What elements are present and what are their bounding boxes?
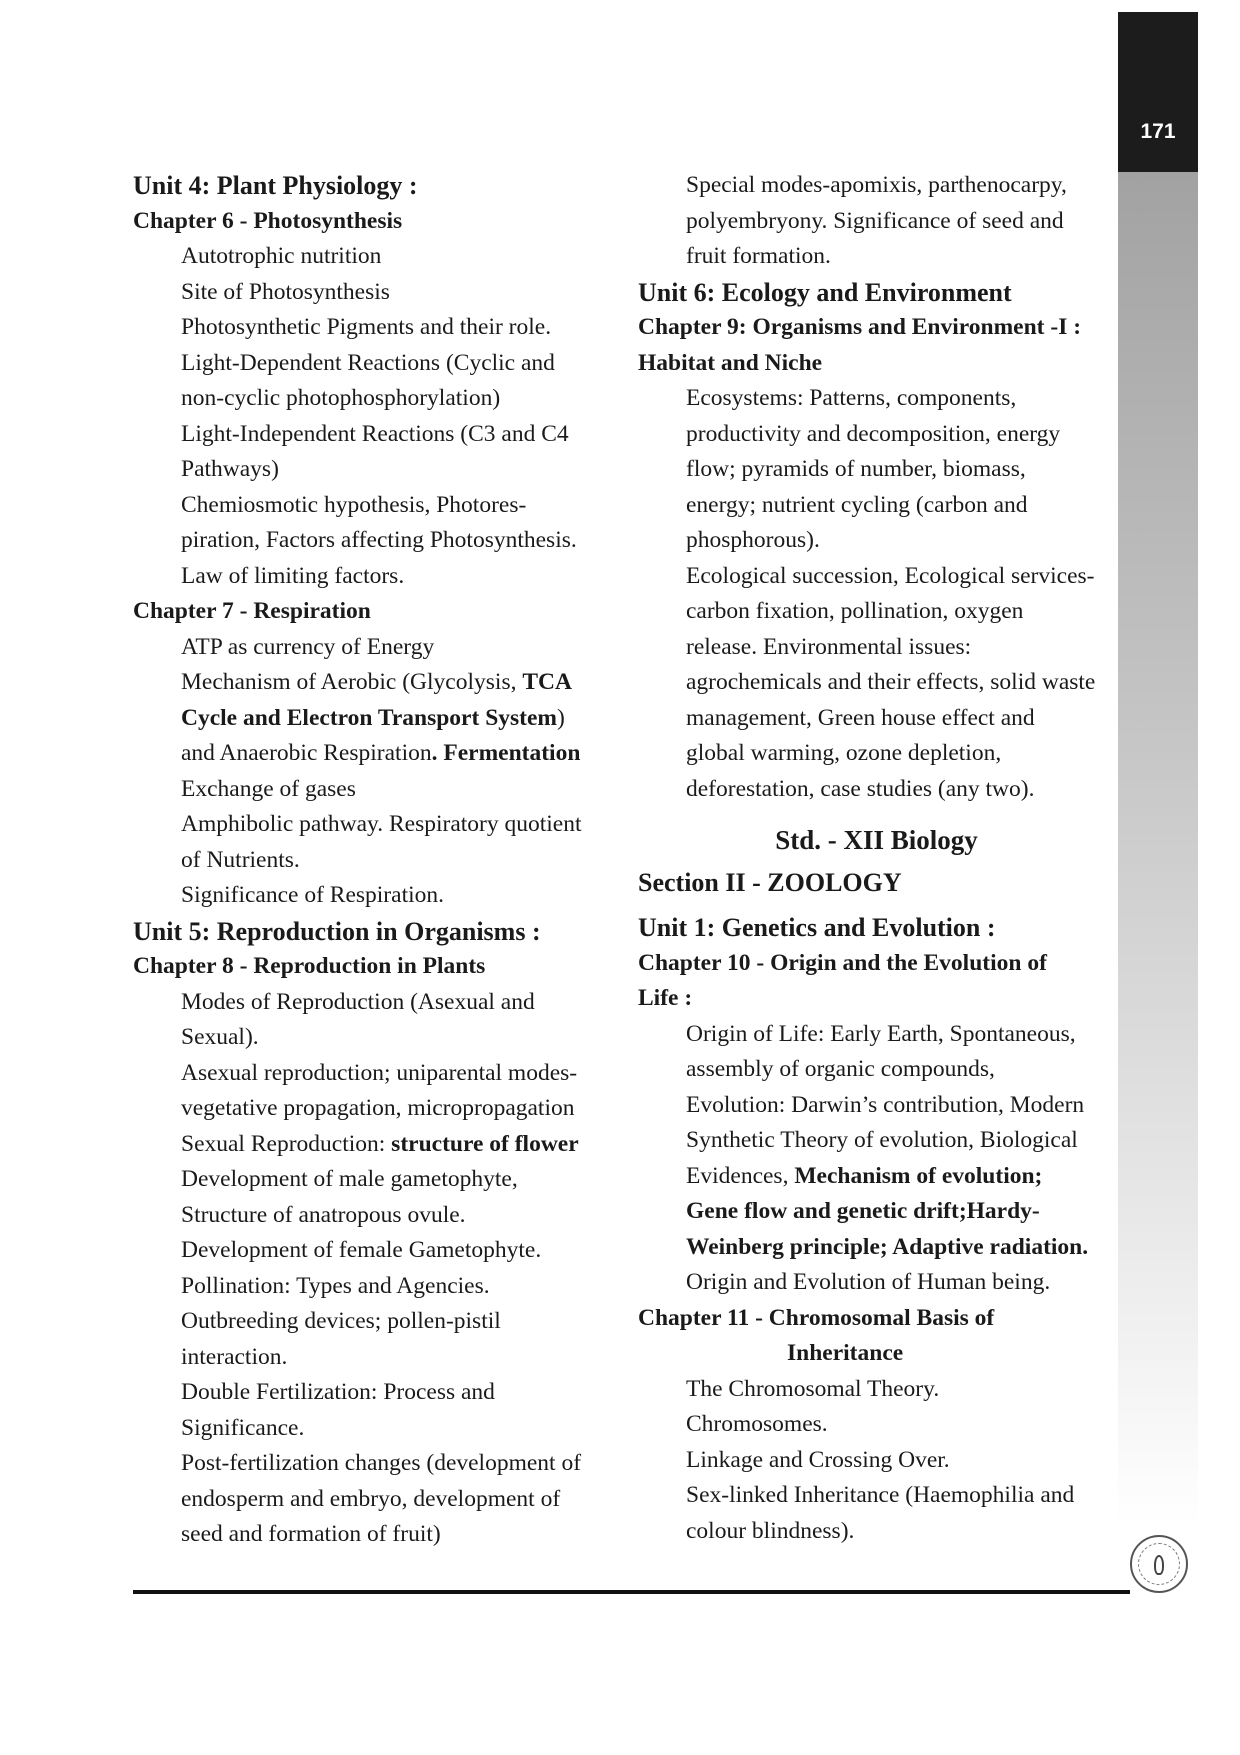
chapter-heading: Chapter 11 - Chromosomal Basis of [638, 1304, 995, 1331]
syllabus-item: Modes of Reproduction (Asexual and [181, 988, 535, 1015]
chapter-heading: Chapter 7 - Respiration [133, 598, 371, 624]
syllabus-item [133, 1127, 610, 1163]
left-column [133, 168, 610, 1553]
syllabus-item: Development of male gametophyte, [181, 1166, 518, 1192]
chapter-heading: Chapter 6 - Photosynthesis [133, 207, 403, 234]
syllabus-item: Gene flow and genetic drift;Hardy- [686, 1198, 1040, 1224]
syllabus-item: Synthetic Theory of evolution, Biological [686, 1127, 1078, 1153]
unit-heading: Unit 1: Genetics and Evolution : [638, 913, 996, 942]
syllabus-item: Chromosomes. [686, 1411, 828, 1437]
syllabus-item: Ecosystems: Patterns, components, [686, 385, 1017, 411]
syllabus-item: phosphorous). [686, 527, 820, 553]
syllabus-item: endosperm and embryo, development of [181, 1485, 561, 1512]
syllabus-item: Photosynthetic Pigments and their role. [181, 314, 552, 340]
chapter-heading: Inheritance [787, 1340, 904, 1366]
syllabus-item: energy; nutrient cycling (carbon and [686, 491, 1028, 518]
syllabus-item: interaction. [181, 1343, 288, 1370]
unit-heading: Unit 4: Plant Physiology : [133, 171, 418, 200]
syllabus-item: assembly of organic compounds, [686, 1056, 995, 1082]
syllabus-item: Ecological succession, Ecological services- [686, 562, 1095, 589]
syllabus-item: Evolution: Darwin’s contribution, Modern [686, 1091, 1085, 1118]
syllabus-item: Weinberg principle; Adaptive radiation. [686, 1233, 1089, 1260]
syllabus-item: Pollination: Types and Agencies. [181, 1272, 490, 1299]
syllabus-item: non-cyclic photophosphorylation) [181, 385, 501, 411]
syllabus-item: vegetative propagation, micropropagation [181, 1095, 575, 1121]
chapter-heading: Chapter 10 - Origin and the Evolution of [638, 949, 1047, 976]
syllabus-item [133, 665, 610, 701]
syllabus-item: management, Green house effect and [686, 704, 1035, 731]
syllabus-item: Linkage and Crossing Over. [686, 1446, 950, 1473]
syllabus-item: Autotrophic nutrition [181, 243, 382, 269]
item-bold-text: Mechanism of evolution; [794, 1162, 1043, 1189]
syllabus-item: fruit formation. [686, 243, 831, 269]
item-bold-text: . Fermentation [431, 740, 581, 766]
syllabus-item: Law of limiting factors. [181, 562, 405, 589]
chapter-heading: Chapter 8 - Reproduction in Plants [133, 953, 486, 979]
item-text: Mechanism of Aerobic (Glycolysis, [181, 669, 523, 695]
syllabus-item: Significance of Respiration. [181, 882, 444, 908]
syllabus-item: Sex-linked Inheritance (Haemophilia and [686, 1482, 1075, 1508]
right-column [638, 168, 1115, 1549]
syllabus-item: Post-fertilization changes (development of [181, 1450, 582, 1476]
item-bold-text: TCA [522, 669, 572, 695]
syllabus-item: Double Fertilization: Process and [181, 1379, 495, 1405]
syllabus-item: Significance. [181, 1414, 305, 1441]
syllabus-item: seed and formation of fruit) [181, 1521, 441, 1547]
unit-heading: Unit 5: Reproduction in Organisms : [133, 916, 541, 946]
unit-heading: Unit 6: Ecology and Environment [638, 277, 1012, 307]
item-text: ) [557, 704, 565, 731]
syllabus-item: ATP as currency of Energy [181, 633, 435, 660]
syllabus-item [638, 1159, 1115, 1195]
section-heading: Section II - ZOOLOGY [638, 867, 902, 897]
side-gradient-strip [1118, 172, 1198, 1527]
syllabus-item: Origin of Life: Early Earth, Spontaneous, [686, 1020, 1076, 1047]
item-text: Sexual Reproduction: [181, 1130, 392, 1157]
chapter-heading: Chapter 9: Organisms and Environment -I : [638, 314, 1082, 340]
item-bold-text: Cycle and Electron Transport System [181, 704, 557, 731]
syllabus-item: polyembryony. Significance of seed and [686, 207, 1064, 234]
syllabus-item: Special modes-apomixis, parthenocarpy, [686, 172, 1067, 198]
syllabus-item: flow; pyramids of number, biomass, [686, 456, 1026, 482]
syllabus-item: Amphibolic pathway. Respiratory quotient [181, 811, 582, 837]
chapter-heading: Habitat and Niche [638, 349, 823, 376]
syllabus-item: Structure of anatropous ovule. [181, 1201, 466, 1228]
syllabus-item: productivity and decomposition, energy [686, 420, 1061, 447]
syllabus-item: colour blindness). [686, 1517, 855, 1544]
syllabus-item: global warming, ozone depletion, [686, 740, 1002, 766]
syllabus-item: Chemiosmotic hypothesis, Photores- [181, 491, 527, 518]
syllabus-item: Site of Photosynthesis [181, 278, 390, 305]
bottom-rule [133, 1590, 1130, 1594]
chapter-heading: Life : [638, 985, 693, 1011]
standard-heading: Std. - XII Biology [775, 825, 978, 855]
syllabus-item [133, 736, 610, 772]
syllabus-item: Light-Independent Reactions (C3 and C4 [181, 420, 569, 447]
item-text: and Anaerobic Respiration [181, 740, 432, 766]
item-bold-text: structure of flower [391, 1130, 579, 1157]
syllabus-item: Exchange of gases [181, 775, 356, 802]
syllabus-item: Origin and Evolution of Human being. [686, 1269, 1051, 1295]
syllabus-item: Pathways) [181, 456, 279, 482]
syllabus-item: The Chromosomal Theory. [686, 1375, 940, 1402]
syllabus-item: deforestation, case studies (any two). [686, 775, 1035, 802]
syllabus-item: release. Environmental issues: [686, 633, 972, 660]
syllabus-item: Outbreeding devices; pollen-pistil [181, 1308, 501, 1334]
syllabus-item: of Nutrients. [181, 846, 300, 873]
syllabus-item: Light-Dependent Reactions (Cyclic and [181, 349, 555, 376]
page-tab [1118, 12, 1198, 172]
syllabus-item: Asexual reproduction; uniparental modes- [181, 1059, 578, 1086]
syllabus-item: carbon fixation, pollination, oxygen [686, 598, 1024, 624]
syllabus-item: Development of female Gametophyte. [181, 1237, 542, 1263]
syllabus-item [133, 701, 610, 737]
syllabus-item: agrochemicals and their effects, solid waste [686, 669, 1096, 695]
syllabus-item: Sexual). [181, 1024, 259, 1050]
item-text: Evidences, [686, 1162, 795, 1189]
page-number: 171 [1140, 120, 1176, 143]
syllabus-item: piration, Factors affecting Photosynthesis. [181, 527, 577, 553]
emblem-icon [1130, 1535, 1188, 1593]
